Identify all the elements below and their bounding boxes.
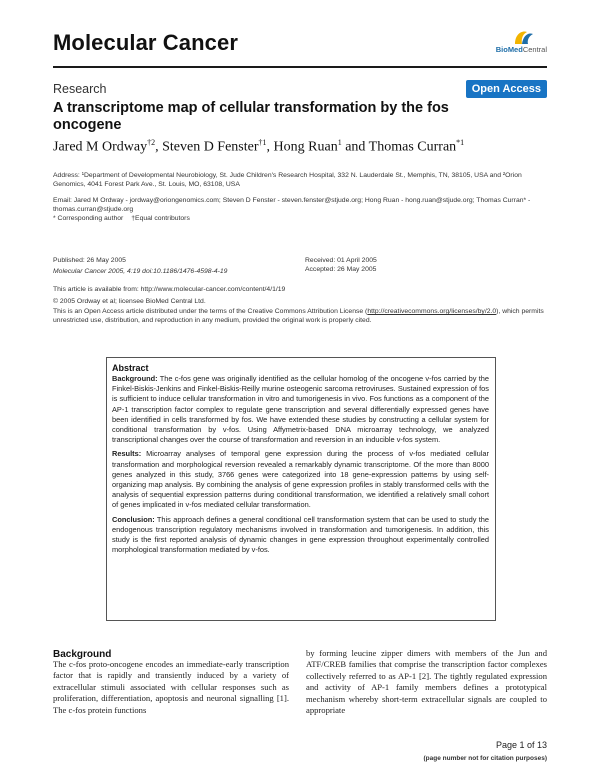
emails[interactable]: Email: Jared M Ordway - jordway@oriongenomics.com; Steven D Fenster - steven.fenster@stjude.org; Hong Ruan - hong.ruan@stjude.org; Thomas Curran* - thomas.curran@stjude.org — [53, 197, 531, 213]
page-number: Page 1 of 13 — [495, 740, 547, 750]
citation: Molecular Cancer 2005, 4:19 doi:10.1186/1476-4598-4-19 — [53, 268, 228, 275]
availability[interactable]: This article is available from: http://www.molecular-cancer.com/content/4/1/19 — [53, 286, 286, 293]
accepted-date: Accepted: 26 May 2005 — [305, 266, 377, 273]
license: This is an Open Access article distributed under the terms of the Creative Commons Attribution License (http://creativecommons.org/licenses/by/2.0), which permits unrestricted use, distribution, and reproduction in any medium, provided the original work is properly cited. — [53, 308, 544, 324]
article-title: A transcriptome map of cellular transformation by the fos oncogene — [53, 100, 449, 133]
header-rule — [53, 66, 547, 68]
author-name: Steven D Fenster — [162, 139, 259, 155]
background-heading: Background — [53, 649, 112, 660]
author-name: Jared M Ordway — [53, 139, 148, 155]
abstract-box — [106, 357, 496, 621]
published-date: Published: 26 May 2005 — [53, 257, 126, 264]
address: Address: ¹Department of Developmental Neurobiology, St. Jude Children's Research Hospital, 332 N. Lauderdale St., Memphis, TN, 38105, USA and ²Orion Genomics, 4041 Forest Park Ave., St. Louis, MO, 63108, USA — [53, 172, 522, 188]
body-column-left: The c-fos proto-oncogene encodes an immediate-early transcription factor that is rapidly and transiently induced by a variety of extracellular stimuli associated with cellular responses such as proliferation, differentiation, apoptosis and neuronal signalling [1]. The c-fos protein functions — [53, 659, 289, 715]
abstract-title: Abstract — [112, 363, 149, 373]
author-affiliation: *1 — [456, 138, 465, 147]
author-affiliation: †1 — [258, 138, 267, 147]
author-name: Thomas Curran — [368, 139, 457, 155]
author-notes — [53, 214, 547, 223]
author-name: Hong Ruan — [273, 139, 338, 155]
license-link[interactable]: http://creativecommons.org/licenses/by/2.0 — [367, 308, 497, 315]
body-column-right: by forming leucine zipper dimers with members of the Jun and ATF/CREB families that comprise the transcription factor complexes collectively referred to as AP-1 [2]. The tightly regulated expression and activity of AP-1 family members defines a prototypical mechanism whereby short-term extracellular signals are coupled to appropriate — [306, 648, 547, 716]
logo-mark-icon — [513, 28, 535, 46]
section-label: Research — [53, 82, 107, 96]
author-affiliation: †2 — [147, 138, 156, 147]
logo-text: BioMedCentral — [495, 45, 547, 54]
publication-info — [53, 256, 303, 276]
copyright: © 2005 Ordway et al; licensee BioMed Central Ltd. — [53, 298, 206, 305]
received-date: Received: 01 April 2005 — [305, 257, 377, 264]
journal-title: Molecular Cancer — [53, 30, 239, 55]
open-access-badge[interactable]: Open Access — [466, 80, 547, 98]
journal-header — [53, 28, 547, 62]
biomed-central-logo[interactable] — [477, 28, 547, 58]
dates-info — [305, 256, 545, 274]
equal-contributors: †Equal contributors — [131, 215, 190, 222]
authors-line: Jared M Ordway$^{\dagger 2}$, Steven D Fenster$^{\dagger 1}$, Hong Ruan$^1$ and Thomas Curran$^{*1}$ — [53, 138, 465, 155]
abstract-results: Results: Microarray analyses of temporal gene expression during the process of v-fos mediated cellular transformation and morphological reversion revealed a remarkably dynamic transcriptome. Of the more than 8000 genes analyzed in this study, 3766 genes were categorized into 18 gene-expression patterns by using self-organizing map analysis. By combining the analysis of gene expression profiles in stably transformed cells with the analysis of sequential expression patterns during conditional transformation, we identified a relatively small cohort of genes implicated in v-fos mediated cellular transformation. — [112, 449, 489, 510]
corresponding-author: * Corresponding author — [53, 215, 124, 222]
abstract-background: Background: The c-fos gene was originally identified as the cellular homolog of the oncogene v-fos carried by the Finkel-Biskis-Jenkins and Finkel-Biskis-Reilly murine osteogenic sarcoma retroviruses. Sustained expression of fos is sufficient to induce cellular transformation in vitro and tumorigenesis in vivo. Fos functions as a component of the AP-1 transcription factor complex to regulate gene transcription and several differentially expressed genes have been identified in cells transformed by fos. We have extended these studies by constructing a cellular system for conditional transformation by v-fos. Using Affymetrix-based DNA microarray technology, we analyzed transcriptional changes over the course of transformation and reversion in an inducible v-fos system. — [112, 374, 489, 445]
page-number-note: (page number not for citation purposes) — [423, 755, 547, 762]
abstract-conclusion: Conclusion: This approach defines a general conditional cell transformation system that can be used to study the endogenous transcription regulatory mechanisms involved in transformation and tumorigenesis. In addition, this study is the first reported analysis of dynamic changes in gene expression throughout experimentally controlled morphological transformation mediated by v-fos. — [112, 514, 489, 555]
author-affiliation: 1 — [337, 138, 342, 147]
